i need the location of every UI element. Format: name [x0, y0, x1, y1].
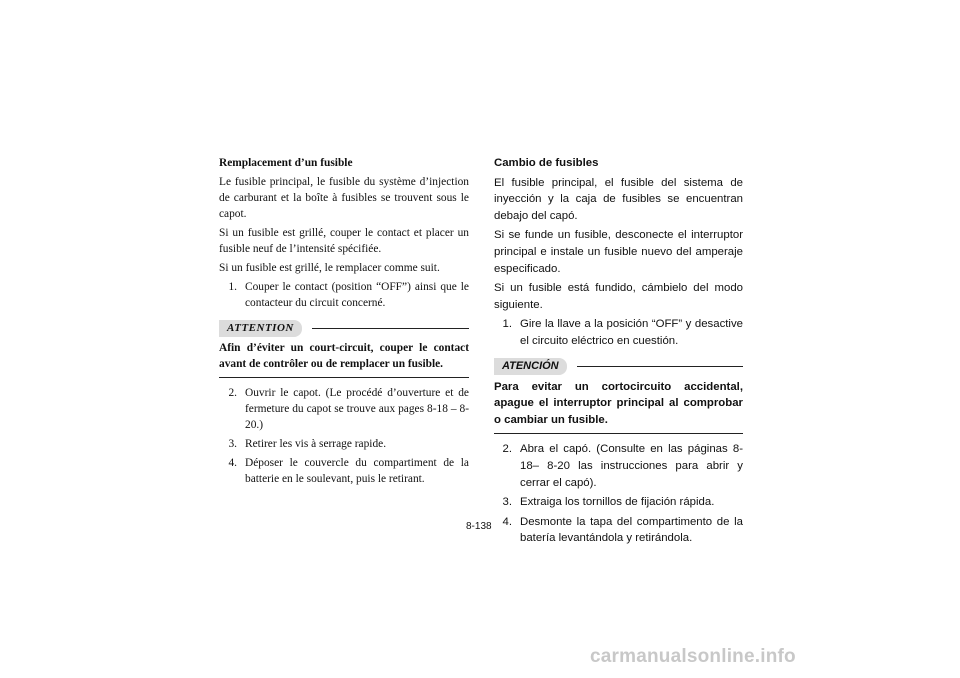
step-item — [494, 441, 743, 491]
notice-rule — [577, 366, 743, 367]
step-number: 3. — [228, 438, 237, 450]
step-number: 2. — [502, 443, 512, 456]
step-text: Gire la llave a la posición “OFF” y desactive el circuito eléctrico en cuestión. — [520, 318, 743, 347]
step-text: Extraiga los tornillos de fijación rápida. — [520, 496, 715, 509]
notice-header — [494, 358, 743, 376]
step-item — [219, 436, 469, 452]
notice-tag: ATTENTION — [219, 320, 302, 337]
step-item — [219, 279, 469, 311]
notice-text: Afin d’éviter un court-circuit, couper le contact avant de contrôler ou de remplacer un fusible. — [219, 340, 469, 378]
step-text: Couper le contact (position “OFF”) ainsi que le contacteur du circuit concerné. — [245, 281, 469, 309]
step-text: Retirer les vis à serrage rapide. — [245, 438, 387, 450]
watermark: carmanualsonline.info — [590, 646, 796, 667]
step-text: Abra el capó. (Consulte en las páginas 8-18– 8-20 las instrucciones para abrir y cerrar el capó). — [520, 443, 743, 489]
step-text: Déposer le couvercle du compartiment de la batterie en le soulevant, puis le retirant. — [245, 457, 469, 485]
paragraph: Le fusible principal, le fusible du système d’injection de carburant et la boîte à fusibles se trouvent sous le capot. — [219, 176, 469, 220]
paragraph: Si un fusible est grillé, couper le contact et placer un fusible neuf de l’intensité spécifiée. — [219, 227, 469, 255]
step-number: 4. — [228, 457, 237, 469]
notice-rule — [312, 328, 469, 329]
step-number: 4. — [502, 515, 512, 528]
step-text: Desmonte la tapa del compartimento de la batería levantándola y retirándola. — [520, 515, 743, 545]
french-column — [219, 155, 469, 490]
step-item — [219, 455, 469, 487]
step-number: 3. — [502, 496, 512, 509]
section-heading: Remplacement d’un fusible — [219, 157, 353, 169]
notice-text: Para evitar un cortocircuito accidental, apague el interruptor principal al comprobar o cambiar un fusible. — [494, 379, 743, 435]
step-number: 1. — [502, 318, 512, 331]
attention-notice — [219, 319, 469, 378]
section-heading: Cambio de fusibles — [494, 157, 599, 169]
page-number: 8-138 — [466, 521, 492, 532]
spanish-column — [494, 155, 743, 550]
paragraph: Si un fusible está fundido, cámbielo del modo siguiente. — [494, 282, 743, 311]
step-text: Ouvrir le capot. (Le procédé d’ouverture et de fermeture du capot se trouve aux pages 8-18 – 8-20.) — [245, 387, 469, 431]
paragraph: Si un fusible est grillé, le remplacer comme suit. — [219, 262, 440, 274]
attention-notice — [494, 358, 743, 435]
notice-tag: ATENCIÓN — [494, 358, 567, 375]
step-item — [219, 385, 469, 433]
step-number: 2. — [228, 387, 237, 399]
step-number: 1. — [228, 281, 237, 293]
paragraph: El fusible principal, el fusible del sistema de inyección y la caja de fusibles se encuentran debajo del capó. — [494, 176, 743, 222]
paragraph: Si se funde un fusible, desconecte el interruptor principal e instale un fusible nuevo del amperaje especificado. — [494, 229, 743, 275]
step-item — [494, 514, 743, 547]
step-item — [494, 494, 743, 511]
notice-header — [219, 319, 469, 337]
step-item — [494, 316, 743, 349]
